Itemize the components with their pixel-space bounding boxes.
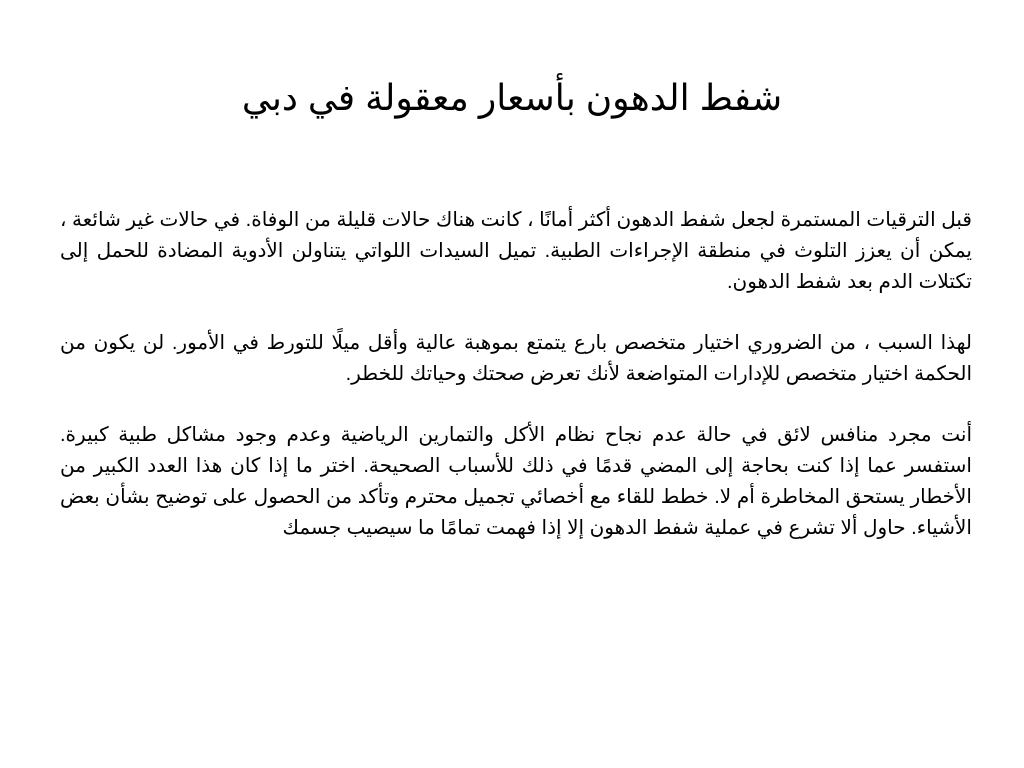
- slide-title: شفط الدهون بأسعار معقولة في دبي: [241, 77, 783, 118]
- paragraph-2: لهذا السبب ، من الضروري اختيار متخصص بارع يتمتع بموهبة عالية وأقل ميلًا للتورط في الأمور. لن يكون من الحكمة اختيار متخصص للإدارات المتواضعة لأنك تعرض صحتك وحياتك للخطر.: [60, 332, 972, 385]
- paragraph-1: قبل الترقيات المستمرة لجعل شفط الدهون أكثر أمانًا ، كانت هناك حالات قليلة من الوفاة. في حالات غير شائعة ، يمكن أن يعزز التلوث في منطقة الإجراءات الطبية. تميل السيدات اللواتي يتناولن الأدوية المضادة للحمل إلى تكتلات الدم بعد شفط الدهون.: [60, 209, 972, 293]
- paragraph-3: أنت مجرد منافس لائق في حالة عدم نجاح نظام الأكل والتمارين الرياضية وعدم وجود مشاكل طبية كبيرة. استفسر عما إذا كنت بحاجة إلى المضي قدمًا في ذلك للأسباب الصحيحة. اختر ما إذا كان هذا العدد الكبير من الأخطار يستحق المخاطرة أم لا. خطط للقاء مع أخصائي تجميل محترم وتأكد من الحصول على توضيح بشأن بعض الأشياء. حاول ألا تشرع في عملية شفط الدهون إلا إذا فهمت تمامًا ما سيصيب جسمك: [60, 424, 972, 539]
- slide-body: [60, 205, 972, 574]
